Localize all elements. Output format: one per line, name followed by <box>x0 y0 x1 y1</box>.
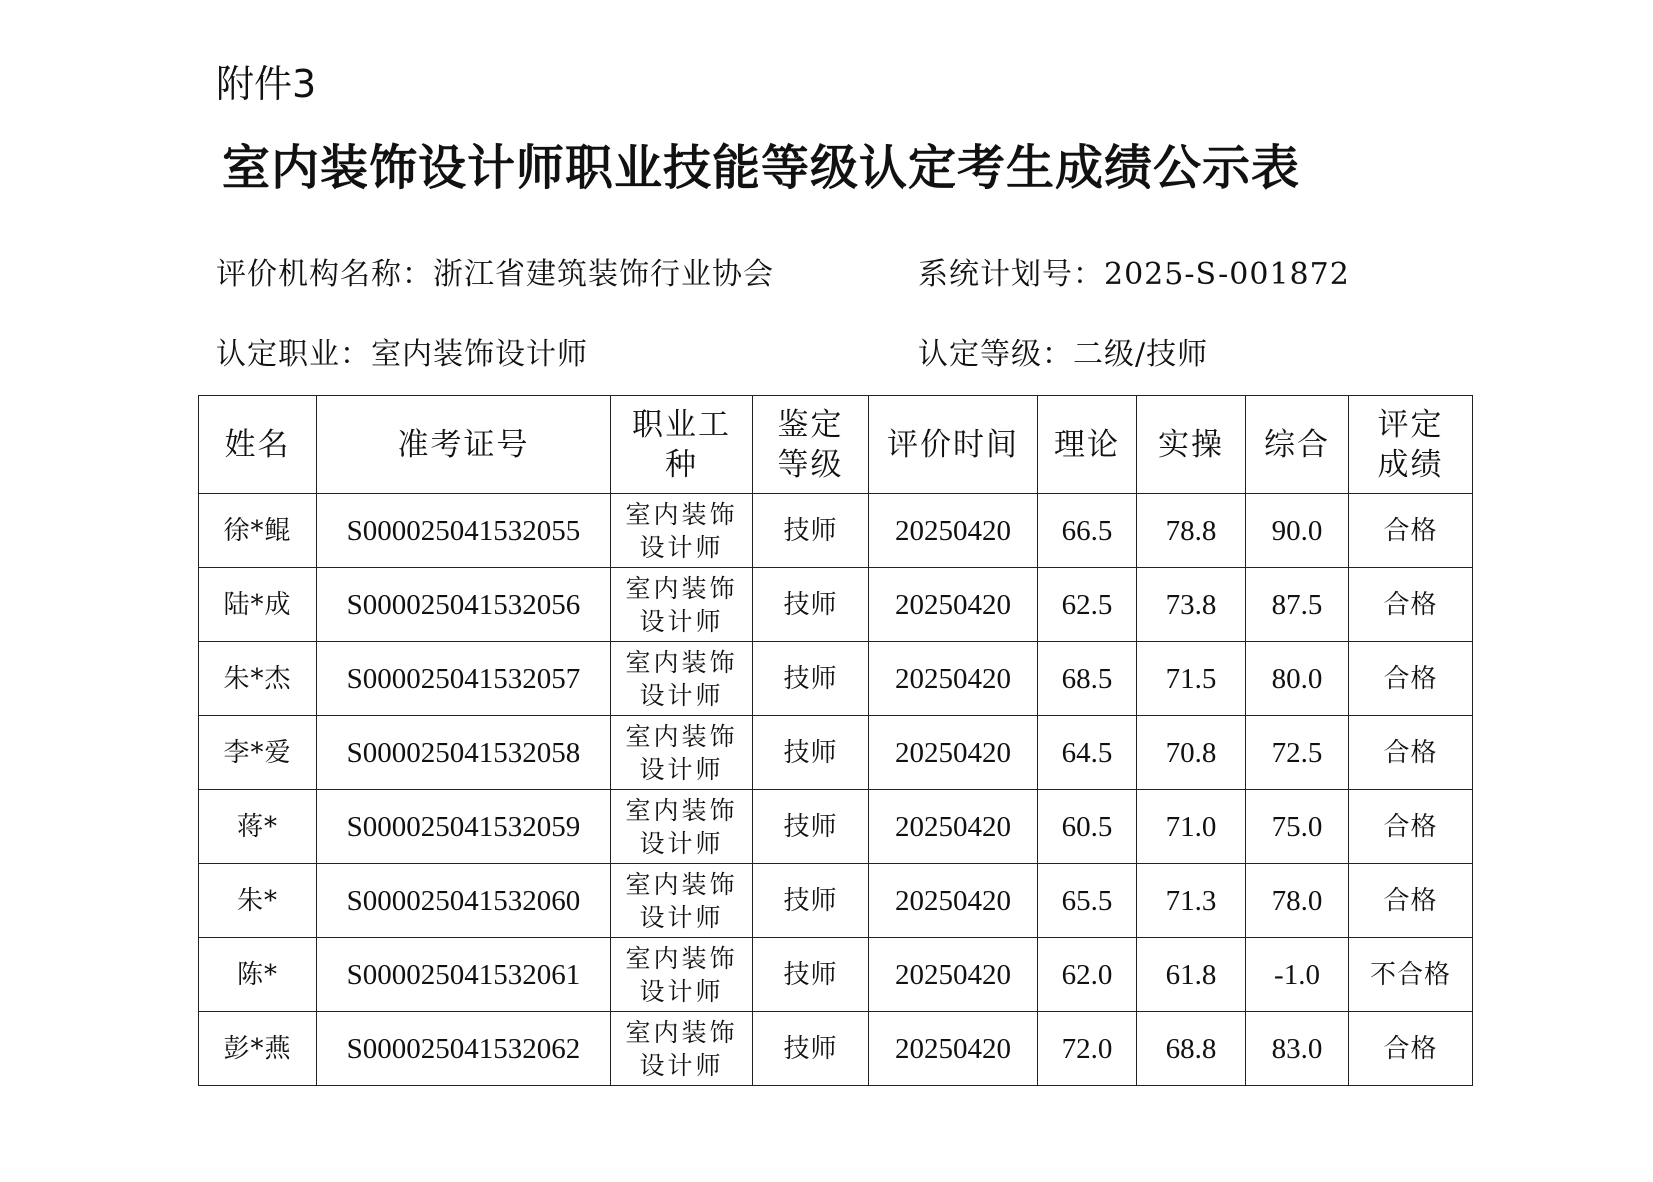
header-eval-time: 评价时间 <box>869 396 1038 494</box>
cell-theory: 62.5 <box>1038 568 1137 642</box>
header-appraisal-level <box>753 396 869 494</box>
cell-eval-time: 20250420 <box>869 938 1038 1012</box>
cell-job-type <box>611 938 753 1012</box>
cell-name: 蒋* <box>199 790 317 864</box>
cell-appraisal-level: 技师 <box>753 1012 869 1086</box>
cell-practice: 61.8 <box>1137 938 1246 1012</box>
cell-job-type <box>611 568 753 642</box>
cell-result: 合格 <box>1349 864 1473 938</box>
cell-job-type <box>611 716 753 790</box>
cell-name: 彭*燕 <box>199 1012 317 1086</box>
cell-eval-time: 20250420 <box>869 642 1038 716</box>
cell-job-type-line2: 设计师 <box>639 976 724 1006</box>
system-plan-value: 2025-S-001872 <box>1104 257 1350 292</box>
header-theory: 理论 <box>1038 396 1137 494</box>
cell-exam-id: S000025041532061 <box>317 938 611 1012</box>
cell-name: 陈* <box>199 938 317 1012</box>
cell-job-type-line1: 室内装饰 <box>625 1017 738 1047</box>
cell-practice: 73.8 <box>1137 568 1246 642</box>
cell-overall: -1.0 <box>1246 938 1349 1012</box>
cell-exam-id: S000025041532055 <box>317 494 611 568</box>
evaluation-org-label: 评价机构名称： <box>216 257 433 292</box>
occupation-info <box>216 335 588 375</box>
cell-practice: 78.8 <box>1137 494 1246 568</box>
cell-job-type-line2: 设计师 <box>639 1050 724 1080</box>
cell-result: 合格 <box>1349 716 1473 790</box>
level-label: 认定等级： <box>918 337 1073 372</box>
cell-theory: 66.5 <box>1038 494 1137 568</box>
table-header-row <box>199 396 1473 494</box>
cell-practice: 71.5 <box>1137 642 1246 716</box>
cell-overall: 75.0 <box>1246 790 1349 864</box>
table-row <box>199 864 1473 938</box>
table-row <box>199 1012 1473 1086</box>
cell-result: 不合格 <box>1349 938 1473 1012</box>
cell-exam-id: S000025041532057 <box>317 642 611 716</box>
level-info <box>918 335 1208 375</box>
level-value: 二级/技师 <box>1073 337 1209 372</box>
cell-eval-time: 20250420 <box>869 1012 1038 1086</box>
system-plan-info <box>918 255 1350 295</box>
cell-overall: 90.0 <box>1246 494 1349 568</box>
cell-job-type <box>611 864 753 938</box>
cell-overall: 87.5 <box>1246 568 1349 642</box>
cell-job-type <box>611 1012 753 1086</box>
header-appraisal-level-line2: 等级 <box>777 446 844 483</box>
cell-result: 合格 <box>1349 790 1473 864</box>
header-job-type-line1: 职业工 <box>632 406 731 443</box>
cell-practice: 71.3 <box>1137 864 1246 938</box>
table-row <box>199 938 1473 1012</box>
header-job-type <box>611 396 753 494</box>
cell-exam-id: S000025041532059 <box>317 790 611 864</box>
cell-appraisal-level: 技师 <box>753 864 869 938</box>
cell-eval-time: 20250420 <box>869 494 1038 568</box>
header-result-line1: 评定 <box>1377 406 1444 443</box>
cell-job-type-line1: 室内装饰 <box>625 721 738 751</box>
cell-job-type-line2: 设计师 <box>639 828 724 858</box>
cell-name: 陆*成 <box>199 568 317 642</box>
cell-result: 合格 <box>1349 494 1473 568</box>
cell-name: 李*爱 <box>199 716 317 790</box>
header-overall: 综合 <box>1246 396 1349 494</box>
cell-appraisal-level: 技师 <box>753 938 869 1012</box>
evaluation-org-value: 浙江省建筑装饰行业协会 <box>433 257 774 292</box>
cell-overall: 78.0 <box>1246 864 1349 938</box>
system-plan-label: 系统计划号： <box>918 257 1104 292</box>
header-job-type-line2: 种 <box>665 446 698 483</box>
cell-overall: 83.0 <box>1246 1012 1349 1086</box>
cell-job-type-line2: 设计师 <box>639 754 724 784</box>
cell-job-type-line1: 室内装饰 <box>625 499 738 529</box>
occupation-label: 认定职业： <box>216 337 371 372</box>
cell-job-type-line1: 室内装饰 <box>625 647 738 677</box>
cell-theory: 64.5 <box>1038 716 1137 790</box>
occupation-value: 室内装饰设计师 <box>371 337 588 372</box>
header-result <box>1349 396 1473 494</box>
cell-appraisal-level: 技师 <box>753 494 869 568</box>
cell-theory: 62.0 <box>1038 938 1137 1012</box>
cell-job-type <box>611 494 753 568</box>
header-name: 姓名 <box>199 396 317 494</box>
table-body <box>199 494 1473 1086</box>
header-result-line2: 成绩 <box>1377 446 1444 483</box>
cell-appraisal-level: 技师 <box>753 716 869 790</box>
cell-exam-id: S000025041532058 <box>317 716 611 790</box>
cell-practice: 70.8 <box>1137 716 1246 790</box>
header-practice: 实操 <box>1137 396 1246 494</box>
cell-eval-time: 20250420 <box>869 716 1038 790</box>
cell-name: 朱*杰 <box>199 642 317 716</box>
cell-practice: 71.0 <box>1137 790 1246 864</box>
page-title: 室内装饰设计师职业技能等级认定考生成绩公示表 <box>222 140 1301 196</box>
cell-eval-time: 20250420 <box>869 568 1038 642</box>
cell-theory: 68.5 <box>1038 642 1137 716</box>
cell-overall: 80.0 <box>1246 642 1349 716</box>
cell-exam-id: S000025041532056 <box>317 568 611 642</box>
cell-theory: 72.0 <box>1038 1012 1137 1086</box>
table-row <box>199 790 1473 864</box>
table-row <box>199 642 1473 716</box>
cell-appraisal-level: 技师 <box>753 790 869 864</box>
cell-job-type-line1: 室内装饰 <box>625 573 738 603</box>
table-row <box>199 494 1473 568</box>
header-exam-id: 准考证号 <box>317 396 611 494</box>
cell-result: 合格 <box>1349 568 1473 642</box>
cell-job-type <box>611 642 753 716</box>
cell-theory: 65.5 <box>1038 864 1137 938</box>
cell-overall: 72.5 <box>1246 716 1349 790</box>
cell-exam-id: S000025041532060 <box>317 864 611 938</box>
table-row <box>199 716 1473 790</box>
cell-result: 合格 <box>1349 642 1473 716</box>
cell-job-type-line1: 室内装饰 <box>625 795 738 825</box>
score-table <box>198 395 1473 1086</box>
cell-eval-time: 20250420 <box>869 864 1038 938</box>
cell-job-type-line2: 设计师 <box>639 902 724 932</box>
cell-job-type-line2: 设计师 <box>639 606 724 636</box>
cell-exam-id: S000025041532062 <box>317 1012 611 1086</box>
cell-name: 徐*鲲 <box>199 494 317 568</box>
cell-name: 朱* <box>199 864 317 938</box>
cell-appraisal-level: 技师 <box>753 568 869 642</box>
cell-result: 合格 <box>1349 1012 1473 1086</box>
cell-job-type-line1: 室内装饰 <box>625 943 738 973</box>
cell-practice: 68.8 <box>1137 1012 1246 1086</box>
cell-job-type-line2: 设计师 <box>639 680 724 710</box>
cell-job-type-line1: 室内装饰 <box>625 869 738 899</box>
cell-job-type-line2: 设计师 <box>639 532 724 562</box>
header-appraisal-level-line1: 鉴定 <box>777 406 844 443</box>
attachment-label: 附件3 <box>216 62 317 106</box>
table-row <box>199 568 1473 642</box>
cell-job-type <box>611 790 753 864</box>
cell-appraisal-level: 技师 <box>753 642 869 716</box>
evaluation-org-info <box>216 255 774 295</box>
cell-theory: 60.5 <box>1038 790 1137 864</box>
cell-eval-time: 20250420 <box>869 790 1038 864</box>
